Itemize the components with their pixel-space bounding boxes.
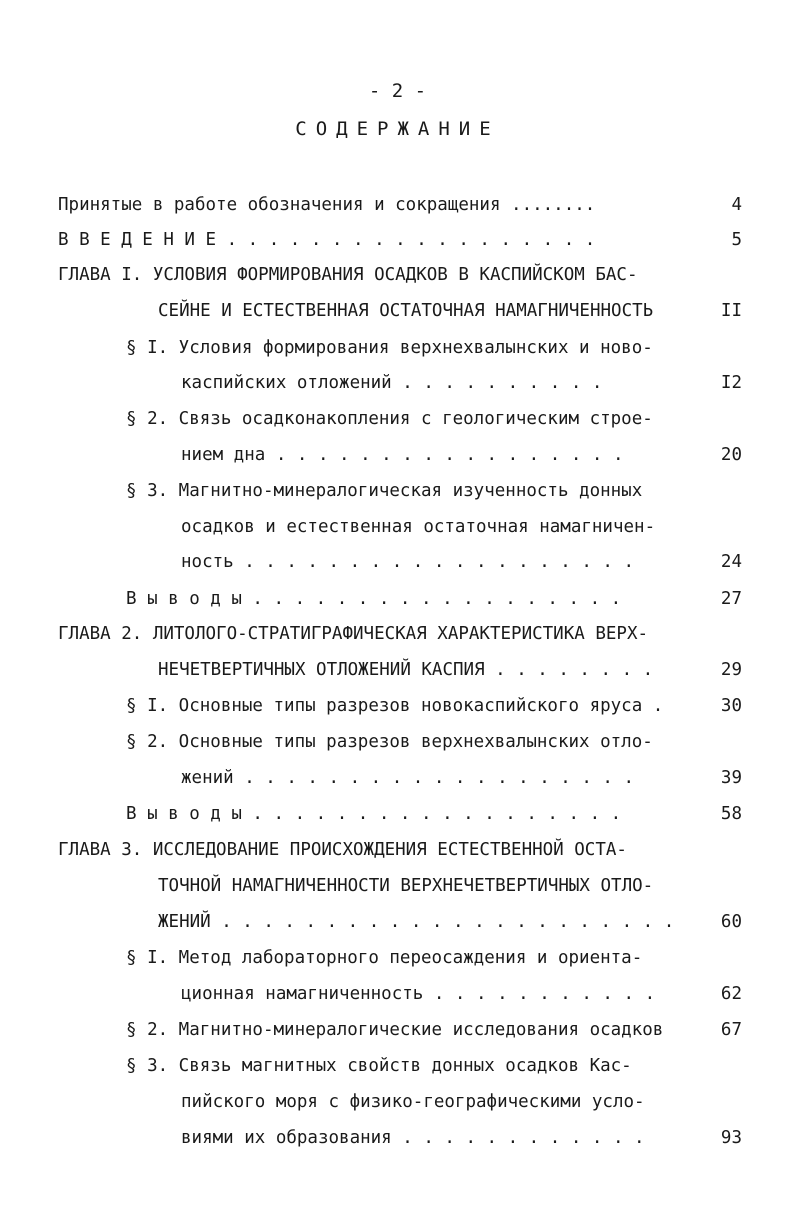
toc-entry bbox=[126, 1016, 688, 1044]
toc-entry bbox=[58, 226, 688, 254]
toc-entry-page: I2 bbox=[720, 373, 742, 393]
toc-entry bbox=[126, 1052, 726, 1080]
toc-entry-page: 20 bbox=[720, 445, 742, 465]
toc-entry-page: 67 bbox=[720, 1020, 742, 1040]
toc-entry-text: ЖЕНИЙ . . . . . . . . . . . . . . . . . . . . . . bbox=[158, 912, 675, 932]
toc-entry bbox=[181, 980, 688, 1008]
toc-entry-page: 93 bbox=[720, 1128, 742, 1148]
toc-entry-text: § I. Условия формирования верхнехвалынских и ново- bbox=[126, 338, 653, 358]
toc-entry-text: ционная намагниченность . . . . . . . . . . . bbox=[181, 984, 656, 1004]
toc-entry bbox=[126, 477, 726, 505]
toc-entry-text: ГЛАВА 3. ИССЛЕДОВАНИЕ ПРОИСХОЖДЕНИЯ ЕСТЕСТВЕННОЙ ОСТА- bbox=[58, 840, 627, 860]
toc-entry bbox=[126, 728, 726, 756]
toc-entry-text: СЕЙНЕ И ЕСТЕСТВЕННАЯ ОСТАТОЧНАЯ НАМАГНИЧЕННОСТЬ bbox=[158, 301, 654, 321]
toc-entry-page: 62 bbox=[720, 984, 742, 1004]
toc-entry-text: нием дна . . . . . . . . . . . . . . . . . bbox=[181, 445, 624, 465]
toc-entry bbox=[126, 405, 726, 433]
toc-entry-page: 30 bbox=[720, 696, 742, 716]
toc-entry-page: 24 bbox=[720, 552, 742, 572]
toc-entry-page: 5 bbox=[731, 230, 742, 250]
toc-entry-text: виями их образования . . . . . . . . . . . . bbox=[181, 1128, 645, 1148]
toc-entry bbox=[158, 908, 688, 936]
toc-entry-text: § 2. Связь осадконакопления с геологическим строе- bbox=[126, 409, 653, 429]
toc-entry bbox=[181, 513, 721, 541]
toc-entry-page: 29 bbox=[720, 660, 742, 680]
toc-entry bbox=[158, 872, 728, 900]
toc-entry-text: каспийских отложений . . . . . . . . . . bbox=[181, 373, 603, 393]
toc-entry bbox=[58, 620, 748, 648]
toc-entry-page: 60 bbox=[720, 912, 742, 932]
toc-entry-text: ГЛАВА 2. ЛИТОЛОГО-СТРАТИГРАФИЧЕСКАЯ ХАРАКТЕРИСТИКА ВЕРХ- bbox=[58, 624, 649, 644]
toc-entry bbox=[181, 548, 688, 576]
toc-entry bbox=[58, 836, 748, 864]
toc-entry bbox=[126, 800, 688, 828]
toc-entry-text: § 2. Основные типы разрезов верхнехвалынских отло- bbox=[126, 732, 653, 752]
toc-entry bbox=[181, 441, 688, 469]
toc-entry-text: § I. Метод лабораторного переосаждения и ориента- bbox=[126, 948, 643, 968]
toc-entry-text: В ы в о д ы . . . . . . . . . . . . . . . . . . bbox=[126, 804, 622, 824]
toc-entry-text: § I. Основные типы разрезов новокаспийского яруса . bbox=[126, 696, 664, 716]
toc-entry-text: ГЛАВА I. УСЛОВИЯ ФОРМИРОВАНИЯ ОСАДКОВ В КАСПИЙСКОМ БАС- bbox=[58, 265, 638, 285]
toc-entry bbox=[158, 297, 688, 325]
toc-entry-text: § 3. Связь магнитных свойств донных осадков Кас- bbox=[126, 1056, 632, 1076]
toc-entry bbox=[181, 369, 688, 397]
toc-entry-page: 27 bbox=[720, 589, 742, 609]
toc-entry-text: § 3. Магнитно-минералогическая изученность донных bbox=[126, 481, 643, 501]
toc-entry-text: В В Е Д Е Н И Е . . . . . . . . . . . . . . . . . . bbox=[58, 230, 596, 250]
toc-entry bbox=[181, 1124, 688, 1152]
toc-entry bbox=[58, 191, 688, 219]
toc-entry-page: II bbox=[720, 301, 742, 321]
toc-entry-page: 4 bbox=[731, 195, 742, 215]
toc-entry-text: ность . . . . . . . . . . . . . . . . . . . bbox=[181, 552, 635, 572]
toc-entry bbox=[181, 764, 688, 792]
toc-entry bbox=[126, 944, 726, 972]
toc-entry-text: Принятые в работе обозначения и сокращения ........ bbox=[58, 195, 596, 215]
toc-entry bbox=[158, 656, 688, 684]
toc-entry-text: жений . . . . . . . . . . . . . . . . . . . bbox=[181, 768, 635, 788]
page-number: - 2 - bbox=[368, 80, 427, 102]
toc-entry-text: ТОЧНОЙ НАМАГНИЧЕННОСТИ ВЕРХНЕЧЕТВЕРТИЧНЫХ ОТЛО- bbox=[158, 876, 654, 896]
toc-entry bbox=[58, 261, 748, 289]
toc-entry-text: § 2. Магнитно-минералогические исследования осадков bbox=[126, 1020, 664, 1040]
toc-entry bbox=[126, 692, 688, 720]
toc-entry-text: НЕЧЕТВЕРТИЧНЫХ ОТЛОЖЕНИЙ КАСПИЯ . . . . . . . . bbox=[158, 660, 654, 680]
toc-entry-text: пийского моря с физико-географическими усло- bbox=[181, 1092, 645, 1112]
page-title: СОДЕРЖАНИЕ bbox=[295, 118, 500, 140]
toc-entry-text: осадков и естественная остаточная намагничен- bbox=[181, 517, 656, 537]
toc-entry bbox=[126, 334, 726, 362]
toc-entry-page: 58 bbox=[720, 804, 742, 824]
toc-entry-text: В ы в о д ы . . . . . . . . . . . . . . . . . . bbox=[126, 589, 622, 609]
toc-entry bbox=[126, 585, 688, 613]
toc-entry bbox=[181, 1088, 721, 1116]
toc-entry-page: 39 bbox=[720, 768, 742, 788]
